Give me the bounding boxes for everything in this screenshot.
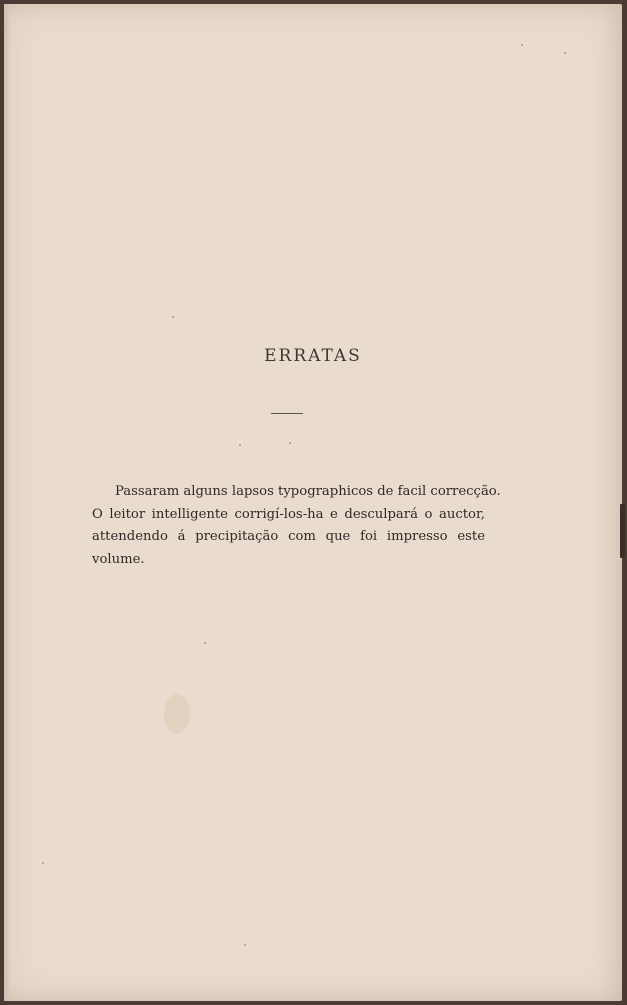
- paper-speck: [172, 316, 174, 318]
- paper-speck: [521, 44, 523, 46]
- paragraph-line: attendendo á precipitação com que foi impresso este: [92, 529, 485, 544]
- page-title: ERRATAS: [264, 346, 362, 366]
- page-tab-marker: [620, 504, 625, 558]
- paper-speck: [289, 442, 291, 444]
- document-page: [4, 4, 622, 1001]
- paper-speck: [204, 642, 206, 644]
- paper-speck: [239, 444, 241, 446]
- errata-paragraph: [92, 481, 501, 571]
- page-edge-shadow: [4, 4, 10, 1001]
- paper-speck: [42, 862, 44, 864]
- paper-stain: [164, 694, 190, 734]
- paragraph-line: volume.: [92, 551, 145, 567]
- paragraph-line: Passaram alguns lapsos typographicos de facil correcção.: [115, 484, 501, 499]
- paragraph-line: O leitor intelligente corrigí-los-ha e desculpará o auctor,: [92, 506, 485, 522]
- title-divider: [271, 413, 303, 414]
- paper-speck: [244, 944, 246, 946]
- paper-speck: [564, 52, 566, 54]
